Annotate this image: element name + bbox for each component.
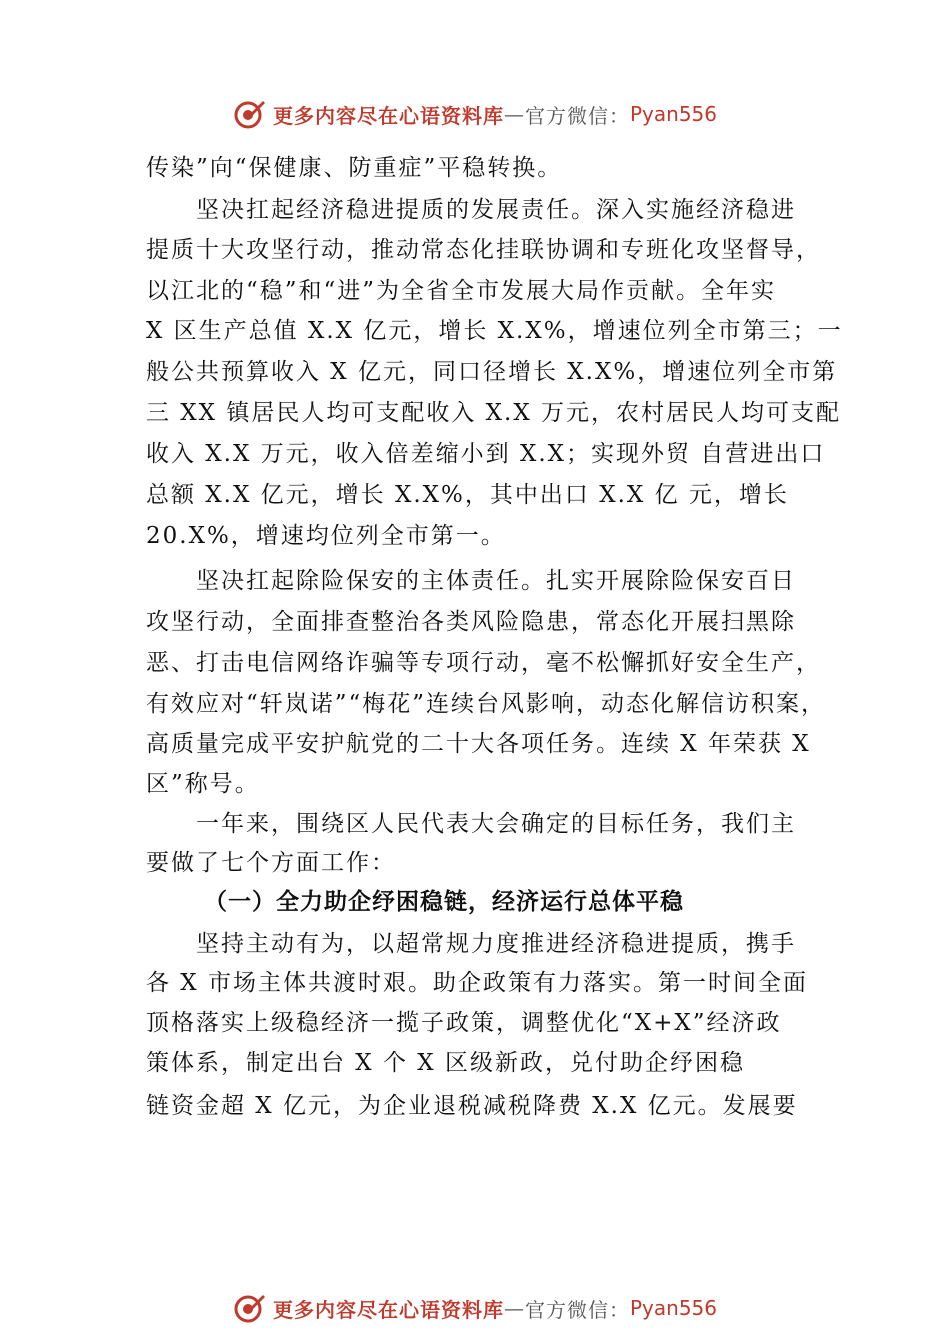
paragraph-start-line: 一年来，围绕区人民代表大会确定的目标任务，我们主: [196, 811, 796, 837]
watermark-separator: —: [503, 102, 525, 126]
paragraph-start-line: 坚决扛起除险保安的主体责任。扎实开展除险保安百日: [196, 568, 796, 594]
watermark-brand-text: 更多内容尽在心语资料库: [272, 103, 504, 128]
section-heading: （一）全力助企纾困稳链，经济运行总体平稳: [204, 889, 684, 915]
watermark-label: 官方微信：: [524, 1297, 630, 1322]
text-line: 各 X 市场主体共渡时艰。助企政策有力落实。第一时间全面: [146, 970, 808, 996]
watermark-label: 官方微信：: [524, 103, 630, 128]
header-watermark: [0, 94, 950, 134]
brand-logo-icon: [233, 1291, 267, 1325]
watermark-wechat-id: Pyan556: [629, 102, 717, 126]
text-line: 提质十大攻坚行动，推动常态化挂联协调和专班化攻坚督导，: [146, 237, 821, 263]
brand-logo-icon: [233, 97, 267, 131]
text-line: 三 XX 镇居民人均可支配收入 X.X 万元，农村居民人均可支配: [146, 400, 842, 426]
text-line: 要做了七个方面工作：: [146, 850, 396, 876]
watermark-separator: —: [503, 1296, 525, 1320]
text-line: 顶格落实上级稳经济一揽子政策，调整优化“X+X”经济政: [146, 1010, 782, 1036]
text-line: 区”称号。: [146, 771, 260, 797]
watermark-wechat-id: Pyan556: [629, 1296, 717, 1320]
paragraph-start-line: 坚持主动有为，以超常规力度推进经济稳进提质，携手: [196, 931, 796, 957]
paragraph-start-line: 坚决扛起经济稳进提质的发展责任。深入实施经济稳进: [196, 197, 796, 223]
text-line: X 区生产总值 X.X 亿元，增长 X.X%，增速位列全市第三；一: [146, 318, 843, 344]
text-line: 般公共预算收入 X 亿元，同口径增长 X.X%，增速位列全市第: [146, 359, 838, 385]
text-line: 策体系，制定出台 X 个 X 区级新政，兑付助企纾困稳: [146, 1050, 745, 1076]
text-line: 以江北的“稳”和“进”为全省全市发展大局作贡献。全年实: [146, 278, 777, 304]
text-line: 20.X%，增速均位列全市第一。: [146, 523, 506, 549]
text-line: 恶、打击电信网络诈骗等专项行动，毫不松懈抓好安全生产，: [146, 650, 821, 676]
watermark-brand-text: 更多内容尽在心语资料库: [272, 1297, 504, 1322]
text-line: 传染”向“保健康、防重症”平稳转换。: [146, 155, 563, 181]
text-line: 高质量完成平安护航党的二十大各项任务。连续 X 年荣获 X: [146, 731, 811, 757]
text-line: 收入 X.X 万元，收入倍差缩小到 X.X；实现外贸 自营进出口: [146, 441, 826, 467]
footer-watermark: [0, 1288, 950, 1328]
text-line: 有效应对“轩岚诺”“梅花”连续台风影响，动态化解信访积案，: [146, 691, 827, 717]
text-line: 链资金超 X 亿元，为企业退税减税降费 X.X 亿元。发展要: [146, 1093, 798, 1119]
text-line: 攻坚行动，全面排查整治各类风险隐患，常态化开展扫黑除: [146, 609, 796, 635]
text-line: 总额 X.X 亿元，增长 X.X%，其中出口 X.X 亿 元，增长: [146, 482, 789, 508]
